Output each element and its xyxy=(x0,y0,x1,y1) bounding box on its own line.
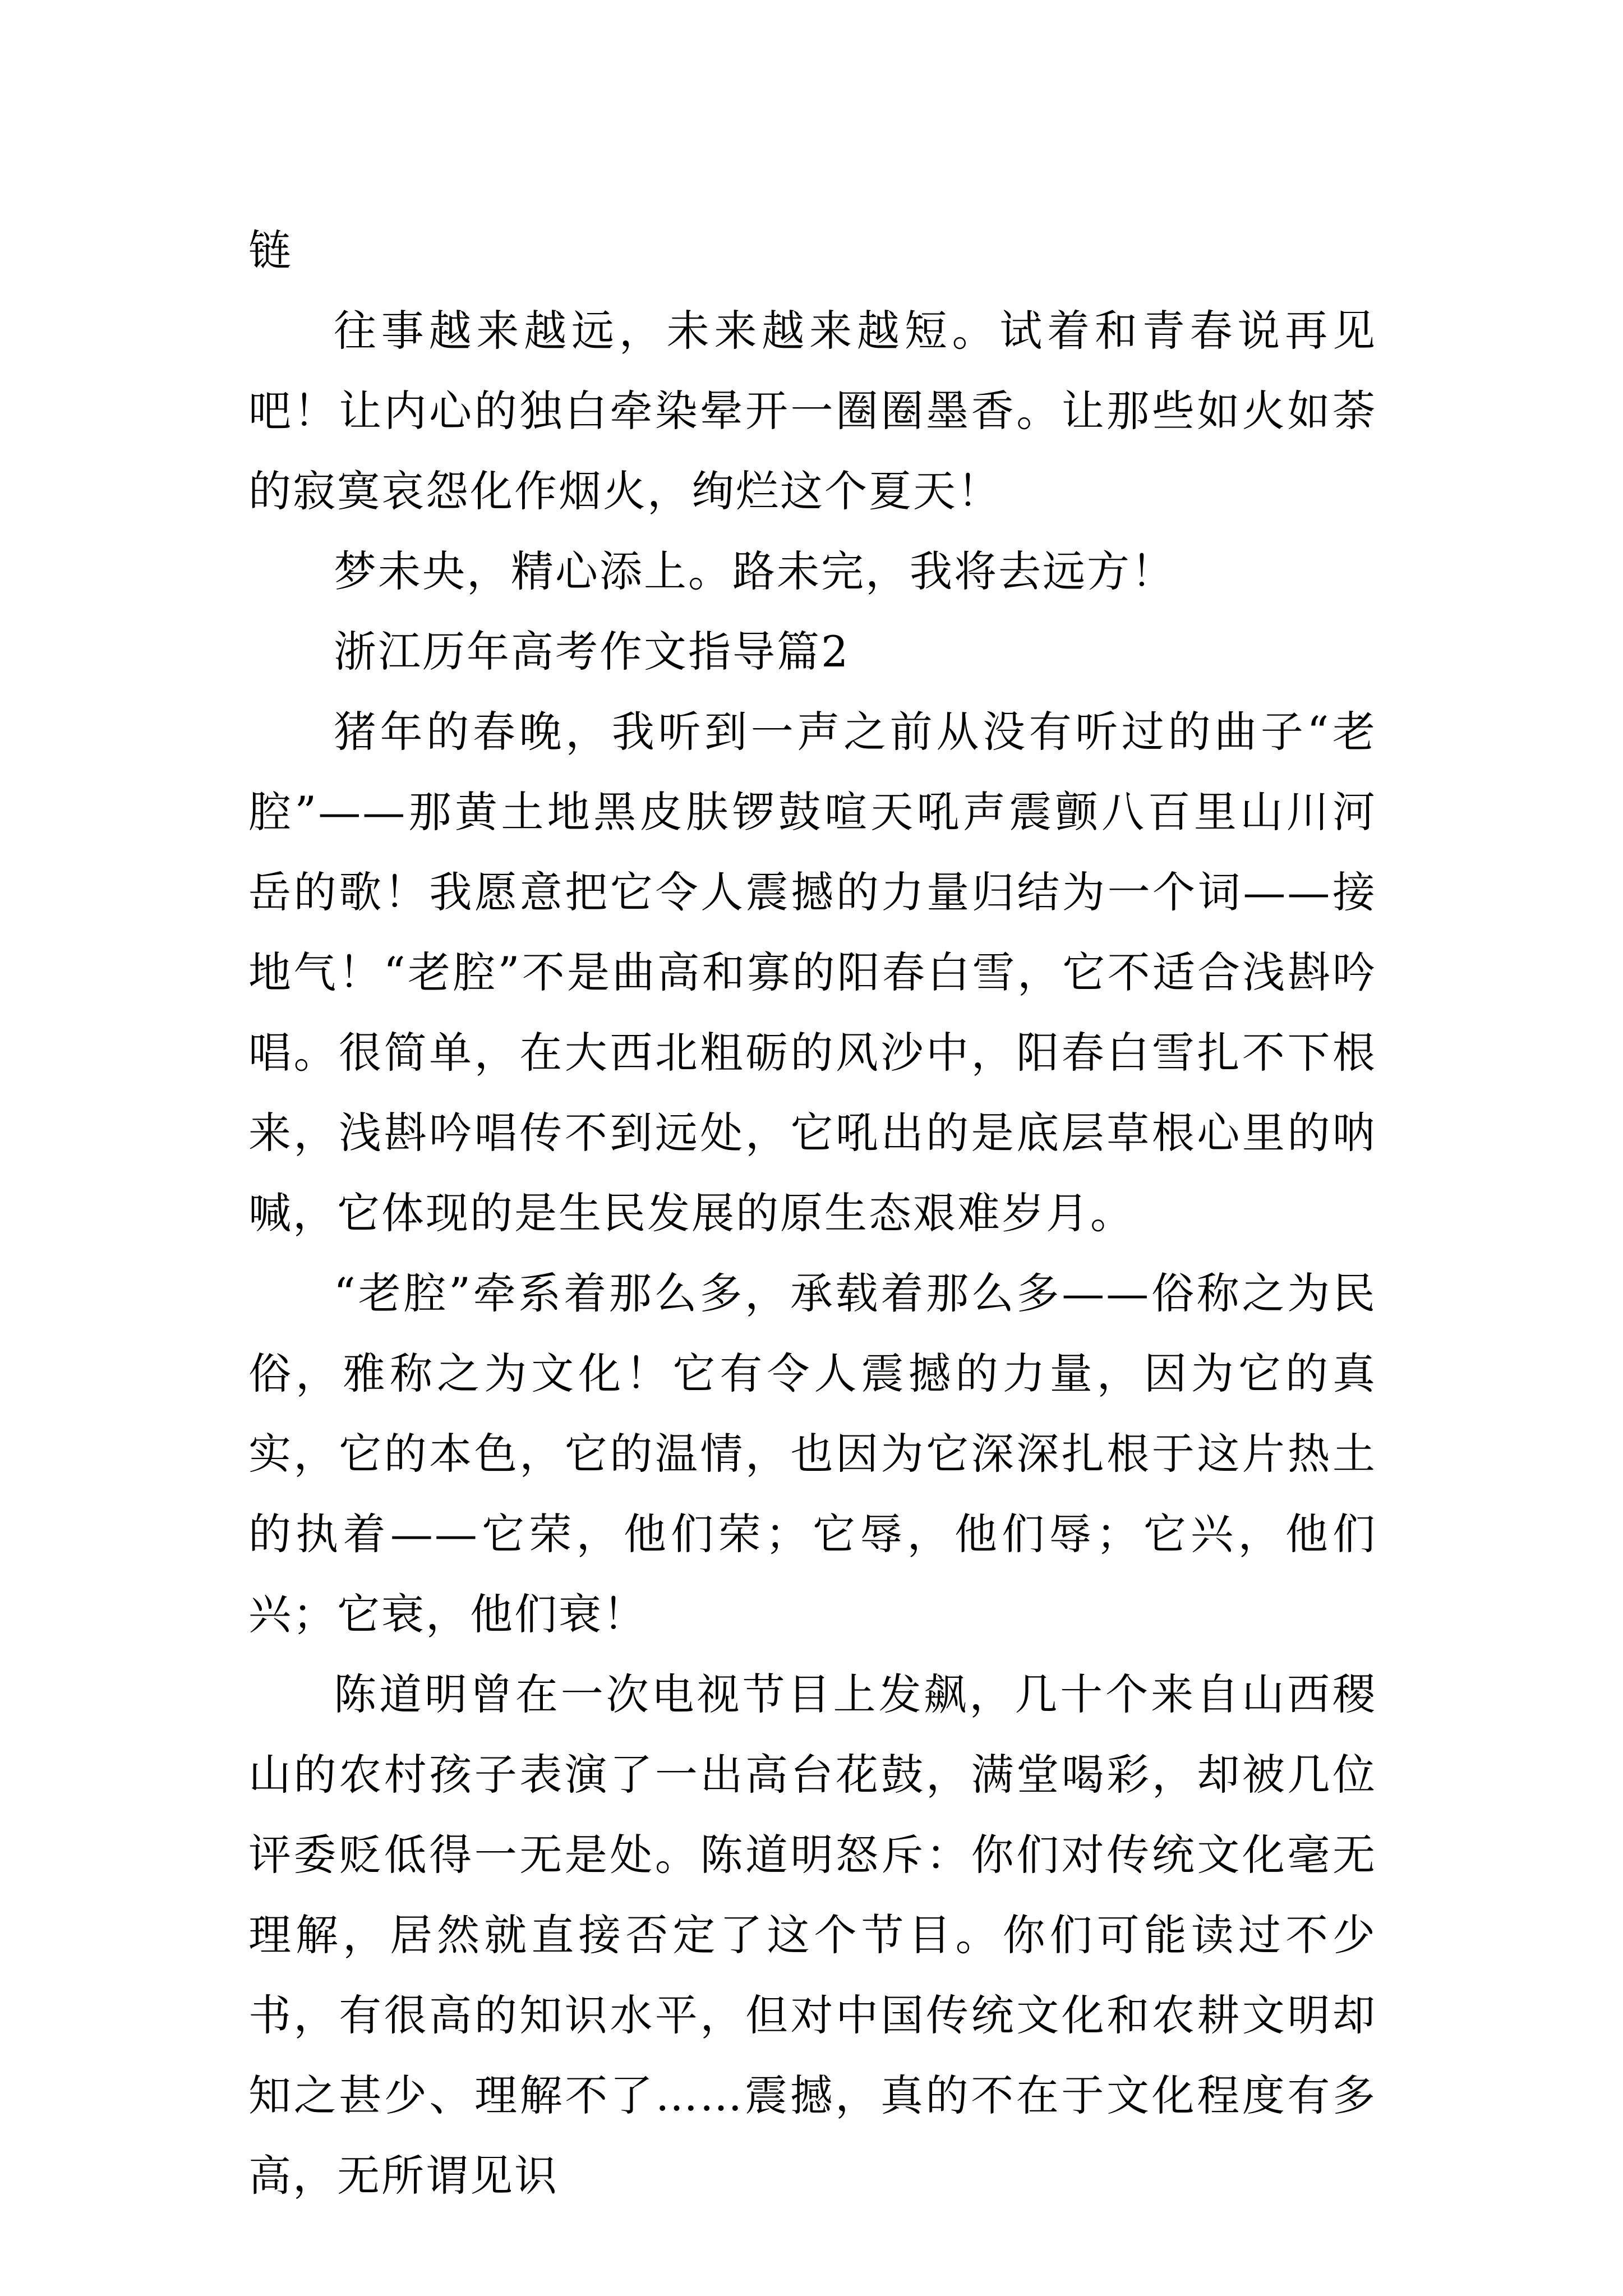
document-body xyxy=(248,210,1377,2216)
paragraph: 陈道明曾在一次电视节目上发飙，几十个来自山西稷山的农村孩子表演了一出高台花鼓，满堂喝彩，却被几位评委贬低得一无是处。陈道明怒斥：你们对传统文化毫无理解，居然就直接否定了这个节目。你们可能读过不少书，有很高的知识水平，但对中国传统文化和农耕文明却知之甚少、理解不了……震撼，真的不在于文化程度有多高，无所谓见识 xyxy=(248,1669,1377,2201)
paragraph: 往事越来越远，未来越来越短。试着和青春说再见吧！让内心的独白牵染晕开一圈圈墨香。让那些如火如荼的寂寞哀怨化作烟火，绚烂这个夏天！ xyxy=(248,306,1377,516)
section-heading: 浙江历年高考作文指导篇2 xyxy=(334,627,850,677)
paragraph-continuation: 链 xyxy=(248,226,293,275)
paragraph: 猪年的春晚，我听到一声之前从没有听过的曲子“老腔”——那黄土地黑皮肤锣鼓喧天吼声震颤八百里山川河岳的歌！我愿意把它令人震撼的力量归结为一个词——接地气！“老腔”不是曲高和寡的阳春白雪，它不适合浅斟吟唱。很简单，在大西北粗砺的风沙中，阳春白雪扎不下根来，浅斟吟唱传不到远处，它吼出的是底层草根心里的呐喊，它体现的是生民发展的原生态艰难岁月。 xyxy=(248,707,1377,1238)
paragraph: “老腔”牵系着那么多，承载着那么多——俗称之为民俗，雅称之为文化！它有令人震撼的力量，因为它的真实，它的本色，它的温情，也因为它深深扎根于这片热土的执着——它荣，他们荣；它辱，他们辱；它兴，他们兴；它衰，他们衰！ xyxy=(248,1268,1377,1639)
paragraph: 梦未央，精心添上。路未完，我将去远方！ xyxy=(334,546,1175,596)
